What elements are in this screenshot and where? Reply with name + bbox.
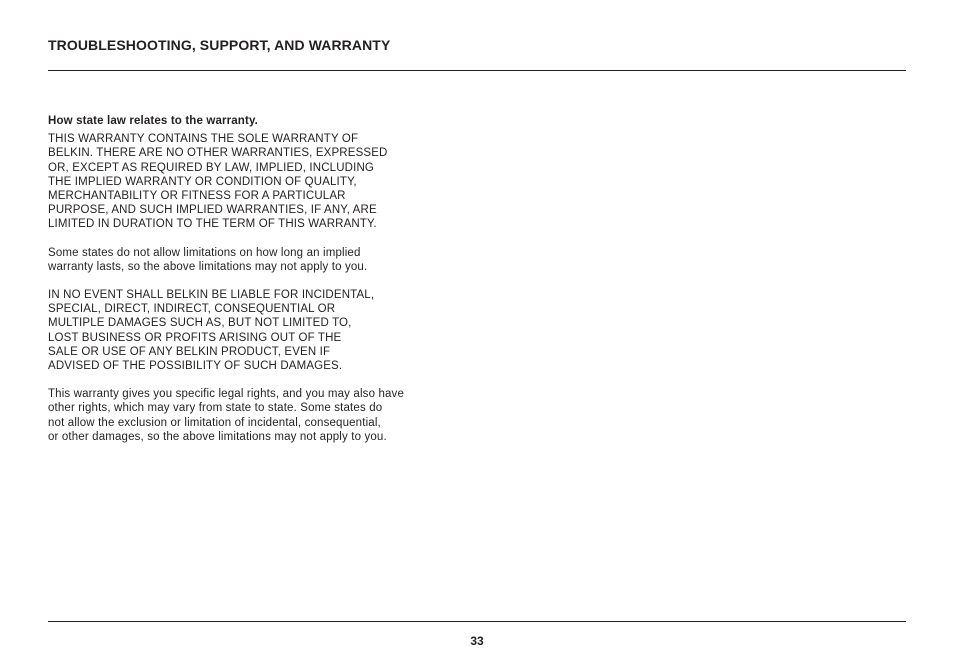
text-line: warranty lasts, so the above limitations may not apply to you. bbox=[48, 260, 368, 273]
text-line: SALE OR USE OF ANY BELKIN PRODUCT, EVEN IF bbox=[48, 345, 331, 358]
text-line: THE IMPLIED WARRANTY OR CONDITION OF QUALITY, bbox=[48, 175, 357, 188]
text-line: PURPOSE, AND SUCH IMPLIED WARRANTIES, IF ANY, ARE bbox=[48, 204, 377, 217]
paragraph-legal-rights bbox=[48, 387, 468, 444]
section-heading: How state law relates to the warranty. bbox=[48, 115, 258, 127]
text-line: not allow the exclusion or limitation of incidental, consequential, bbox=[48, 416, 381, 429]
text-line: other rights, which may vary from state to state. Some states do bbox=[48, 402, 383, 415]
text-line: MULTIPLE DAMAGES SUCH AS, BUT NOT LIMITED TO, bbox=[48, 317, 352, 330]
page-header-title: TROUBLESHOOTING, SUPPORT, AND WARRANTY bbox=[48, 37, 391, 53]
text-line: Some states do not allow limitations on how long an implied bbox=[48, 246, 361, 259]
text-line: THIS WARRANTY CONTAINS THE SOLE WARRANTY OF bbox=[48, 133, 359, 146]
header-divider bbox=[48, 70, 906, 71]
page-number: 33 bbox=[470, 634, 484, 648]
paragraph-implied-duration bbox=[48, 246, 468, 274]
footer-divider bbox=[48, 621, 906, 622]
warranty-section bbox=[48, 114, 468, 458]
text-line: OR, EXCEPT AS REQUIRED BY LAW, IMPLIED, INCLUDING bbox=[48, 161, 375, 174]
text-line: LOST BUSINESS OR PROFITS ARISING OUT OF THE bbox=[48, 331, 342, 344]
paragraph-liability bbox=[48, 288, 468, 373]
text-line: ADVISED OF THE POSSIBILITY OF SUCH DAMAGES. bbox=[48, 360, 343, 373]
text-line: SPECIAL, DIRECT, INDIRECT, CONSEQUENTIAL OR bbox=[48, 303, 336, 316]
text-line: BELKIN. THERE ARE NO OTHER WARRANTIES, EXPRESSED bbox=[48, 147, 388, 160]
text-line: This warranty gives you specific legal rights, and you may also have bbox=[48, 388, 405, 401]
text-line: or other damages, so the above limitations may not apply to you. bbox=[48, 430, 387, 443]
text-line: MERCHANTABILITY OR FITNESS FOR A PARTICULAR bbox=[48, 190, 346, 203]
paragraph-sole-warranty bbox=[48, 132, 468, 231]
text-line: IN NO EVENT SHALL BELKIN BE LIABLE FOR INCIDENTAL, bbox=[48, 289, 375, 302]
text-line: LIMITED IN DURATION TO THE TERM OF THIS WARRANTY. bbox=[48, 218, 377, 231]
